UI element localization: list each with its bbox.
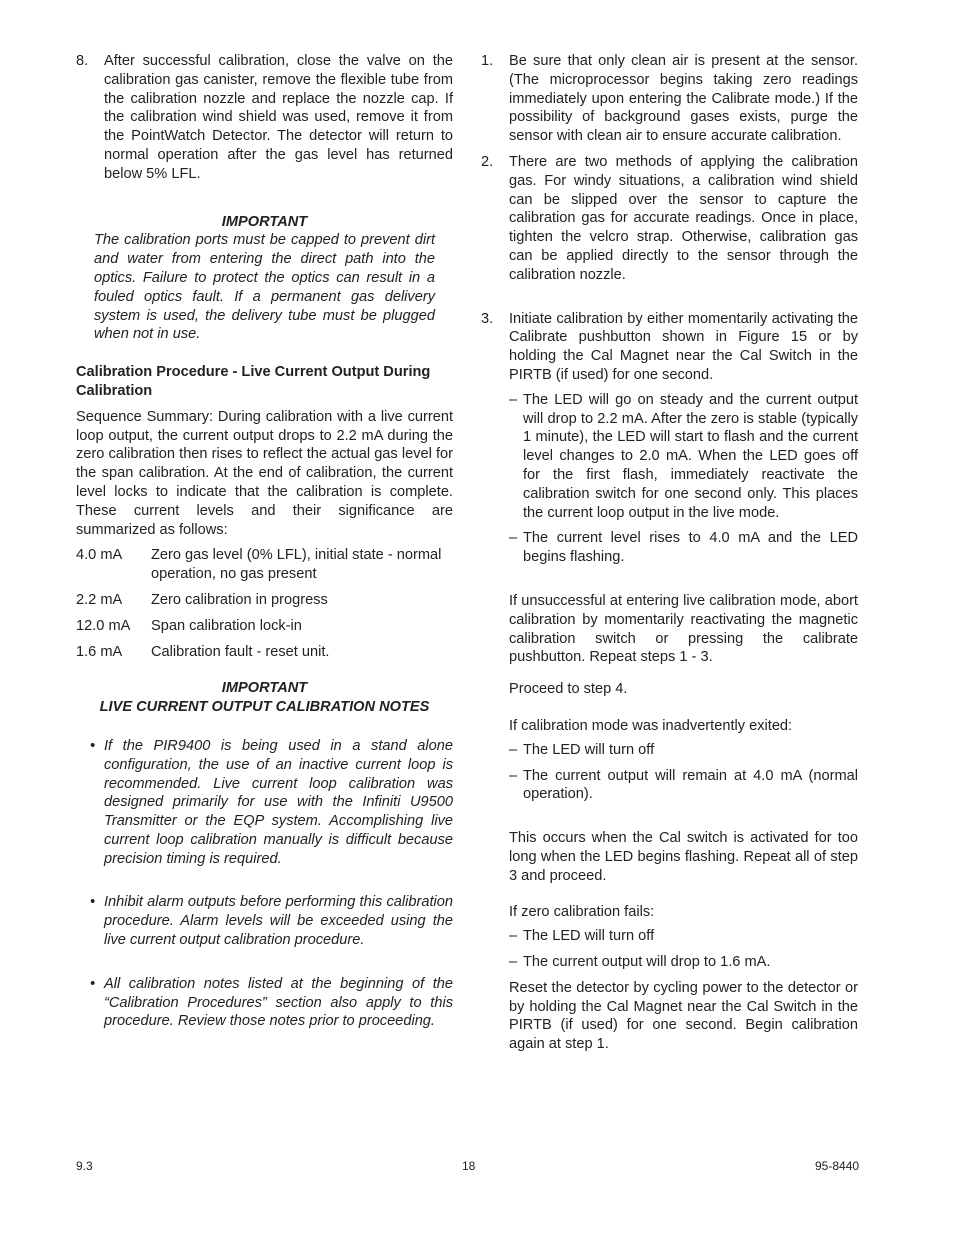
occurs-text: This occurs when the Cal switch is activated for too long when the LED begins flashing. Repeat all of step 3 and proceed. [509, 830, 858, 884]
exited-intro: If calibration mode was inadvertently exited: [509, 717, 793, 734]
level-value: 4.0 mA [76, 547, 123, 564]
unsuccessful-text: If unsuccessful at entering live calibration mode, abort calibration by momentarily reactivating the magnetic calibration switch or pressing the calibrate pushbutton. Repeat steps 1 - 3. [509, 592, 858, 666]
dash-text: The current output will drop to 1.6 mA. [523, 954, 771, 971]
dash-item [481, 953, 858, 972]
dash-item [481, 741, 858, 760]
level-desc: Zero gas level (0% LFL), initial state - normal operation, no gas present [151, 547, 442, 583]
dash-text: The LED will turn off [523, 928, 655, 945]
document-number: 95-8440 [815, 1159, 860, 1173]
note-text: If the PIR9400 is being used in a stand alone configuration, the use of an inactive current loop is recommended. Live current loop calibration was designed primarily for use with the Infiniti U9500 Transmitter or the EQP system. Accomplishing live current loop calibration manually is difficult because precision timing is required. [104, 737, 453, 867]
sequence-summary: Sequence Summary: During calibration with a live current loop output, the current output drops to 2.2 mA during the zero calibration then rises to reflect the actual gas level for the span calibration. At the end of calibration, the current level locks to indicate that the calibration is complete. These current levels and their significance are summarized as follows: [76, 408, 453, 538]
dash-icon: – [509, 741, 518, 758]
right-column [481, 52, 858, 1054]
step-3 [481, 310, 858, 385]
dash-item [481, 391, 858, 523]
level-value: 2.2 mA [76, 591, 123, 608]
dash-text: The LED will turn off [523, 741, 655, 758]
step-number: 2. [481, 153, 494, 170]
note-bullet [76, 737, 453, 869]
bullet-icon: • [90, 975, 96, 992]
step-number: 3. [481, 310, 494, 327]
note-text: All calibration notes listed at the beginning of the “Calibration Procedures” section also apply to this procedure. Review those notes prior to proceeding. [104, 975, 453, 1030]
current-levels-list [76, 546, 453, 661]
dash-item [481, 529, 858, 567]
note-bullet [76, 975, 453, 1031]
important-title: IMPORTANT [221, 680, 308, 697]
dash-text: The LED will go on steady and the current output will drop to 2.2 mA. After the zero is stable (typically 1 minute), the LED will start to flash and the current level changes to 2.0 mA. When the LED goes off for the first flash, immediately reactivate the calibration switch for one second only. This places the current loop output in the live mode. [523, 391, 858, 521]
step-2 [481, 153, 858, 285]
reset-text: Reset the detector by cycling power to the detector or by holding the Cal Magnet near the Cal Switch in the PIRTB (if used) for one second. Begin calibration again at step 1. [509, 979, 858, 1053]
proceed-text: Proceed to step 4. [509, 681, 628, 698]
dash-item [481, 767, 858, 805]
zero-fail-intro: If zero calibration fails: [509, 904, 655, 921]
step-number: 1. [481, 53, 494, 69]
level-row [76, 591, 453, 610]
important-subtitle: LIVE CURRENT OUTPUT CALIBRATION NOTES [99, 699, 430, 716]
dash-item [481, 927, 858, 946]
dash-icon: – [509, 530, 518, 547]
step-number: 8. [76, 53, 89, 69]
dash-icon: – [509, 767, 518, 784]
level-row [76, 546, 453, 584]
level-value: 12.0 mA [76, 617, 131, 634]
footer-revision: 9.3 [76, 1159, 93, 1173]
step-8 [76, 52, 453, 184]
left-column [76, 52, 453, 1031]
level-row [76, 617, 453, 636]
dash-text: The current output will remain at 4.0 mA (normal operation). [523, 767, 858, 803]
step-text: Initiate calibration by either momentarily activating the Calibrate pushbutton shown in Figure 15 or by holding the Cal Magnet near the Cal Switch in the PIRTB (if used) for one second. [509, 310, 858, 383]
note-text: Inhibit alarm outputs before performing this calibration procedure. Alarm levels will be exceeded using the live current output calibration procedure. [104, 894, 453, 949]
important-title: IMPORTANT [221, 213, 308, 230]
step-text: There are two methods of applying the calibration gas. For windy situations, a calibration wind shield can be slipped over the sensor to capture the calibration gas for accurate readings. Once in place, tighten the velcro strap. Otherwise, calibration gas can be applied directly to the sensor through the calibration nozzle. [509, 153, 858, 283]
section-heading: Calibration Procedure - Live Current Output During Calibration [76, 364, 431, 399]
level-desc: Span calibration lock-in [151, 617, 302, 634]
step-text: After successful calibration, close the valve on the calibration gas canister, remove the flexible tube from the calibration nozzle and replace the nozzle cap. If the calibration wind shield was used, remove it from the PointWatch Detector. The detector will return to normal operation after the gas level has returned below 5% LFL. [104, 53, 453, 182]
dash-text: The current level rises to 4.0 mA and the LED begins flashing. [523, 530, 858, 566]
bullet-icon: • [90, 894, 96, 911]
dash-icon: – [509, 954, 518, 971]
level-row [76, 643, 453, 662]
level-desc: Zero calibration in progress [151, 591, 328, 608]
note-bullet [76, 893, 453, 949]
step-1 [481, 52, 858, 146]
level-value: 1.6 mA [76, 643, 123, 660]
dash-icon: – [509, 391, 518, 408]
important-note-2 [76, 679, 453, 717]
step-text: Be sure that only clean air is present at the sensor. (The microprocessor begins taking zero readings immediately upon entering the Calibrate mode.) If the possibility of background gases exists, purge the sensor with clean air to ensure accurate calibration. [509, 53, 858, 145]
level-desc: Calibration fault - reset unit. [151, 643, 330, 660]
important-note-1 [76, 213, 453, 345]
important-body: The calibration ports must be capped to prevent dirt and water from entering the direct path into the optics. Failure to protect the optics can result in a fouled optics fault. If a permanent gas delivery system is used, the delivery tube must be plugged when not in use. [94, 232, 435, 343]
bullet-icon: • [90, 737, 96, 754]
dash-icon: – [509, 928, 518, 945]
page-number: 18 [462, 1159, 476, 1173]
